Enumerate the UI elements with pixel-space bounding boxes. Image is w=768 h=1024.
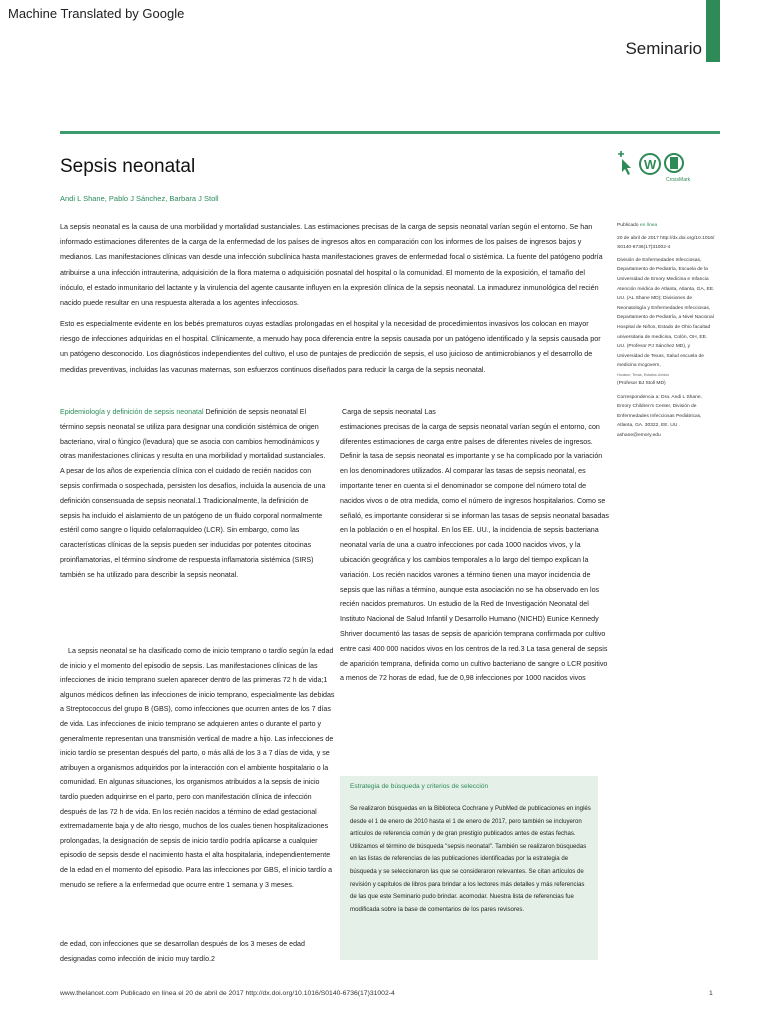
article-sidebar <box>617 221 717 440</box>
affiliation-stoll: (Profesor BJ Stoll MD) <box>617 380 666 386</box>
cursor-plus-icon <box>618 151 631 175</box>
footer-citation[interactable]: www.thelancet.com Publicado en línea el 20 de abril de 2017 http://dx.doi.org/10.1016/S0140-6736(17)31002-4 <box>60 990 395 997</box>
article-title: Sepsis neonatal <box>60 156 196 177</box>
page-number: 1 <box>709 990 713 997</box>
burden-paragraph: estimaciones precisas de la carga de sepsis neonatal varían según el entorno, con diferentes estimaciones de carga entre países de diferentes niveles de ingresos. Definir la tasa de sepsis neonatal es importante y se ha complicado por la variación en los denominadores utilizados. Al comparar las tasas de sepsis neonatal, es importante tener en cuenta si el denominador se compone del número total de nacidos vivos o de otra medida, como el número de ingresos hospitalarios. Como se señaló, es importante considerar si se informan las tasas de sepsis neonatal basadas en la población o en el hospital. En los EE. UU., la incidencia de sepsis bacteriana neonatal varía de una a cuatro infecciones por cada 1000 nacidos vivos, y la ubicación geográfica y los cambios temporales a lo largo del tiempo explican la variación. Los recién nacidos varones a término tienen una mayor incidencia de sepsis que las niñas a término, aunque esta asociación no se ha observado en los recién nacidos prematuros. Un estudio de la Red de Investigación Neonatal del Instituto Nacional de Salud Infantil y Desarrollo Humano (NICHD) Eunice Kennedy Shriver documentó las tasas de sepsis de aparición temprana confirmada por cultivo entre casi 400 000 nacidos vivos en los centros de la red.3 La tasa general de sepsis de aparición temprana, definida como un cultivo bacteriano de sangre o LCR positivo a menos de 72 horas de edad, fue de 0,98 infecciones por 1000 nacidos vivos <box>340 422 609 683</box>
affiliations: División de Enfermedades Infecciosas, Departamento de Pediatría, Escuela de la Universidad de Emory Medicina e Infancia Atención médica de Atlanta, Atlanta, GA, EE. UU. (AL Shane MD); Divisiones de Neonatología y Enfermedades Infecciosas, Departamento de Pediatría, a Nivel Nacional Hospital de Niños, Estado de Ohio facultad universitaria de medicina, Colón, OH, EE. UU. (Profesor PJ Sánchez MD), y Universidad de Texas, Salud escuela de medicina mcgovern, <box>617 257 715 369</box>
correspondence: Correspondencia a: Dra. Andi L Shane, Emory Children's Center, División de Enfermedades Infecciosas Pediátricas, Atlanta, GA. 30322, EE. UU . ashane@emory.edu <box>617 394 702 438</box>
search-strategy-title: Estrategia de búsqueda y criterios de selección <box>350 783 489 790</box>
left-column-section-1 <box>60 405 330 583</box>
right-column-section <box>340 405 612 686</box>
epidemiology-heading: Epidemiología y definición de sepsis neonatal <box>60 408 204 416</box>
svg-text:W: W <box>644 157 657 172</box>
w-logo-icon <box>640 154 660 174</box>
abstract-paragraph-1: La sepsis neonatal es la causa de una morbilidad y mortalidad sustanciales. Las estimaciones precisas de la carga de sepsis neonatal varían según el entorno. Se han informado estimaciones diferentes de la carga de la enfermedad de los países de ingresos altos en comparación con los informes de los países de ingresos bajos y medianos. Las manifestaciones clínicas van desde una infección subclínica hasta manifestaciones graves de enfermedad focal o sistémica. La fuente del patógeno podría atribuirse a una infección intrauterina, adquisición de la flora materna o adquisición posnatal del hospital o la comunidad. El momento de la exposición, el tamaño del inóculo, el estado inmunitario del lactante y la virulencia del agente causante influyen en la expresión clínica de la sepsis neonatal. La inmadurez inmunológica del recién nacido puede resultar en una respuesta alterada a los agentes infecciosos. <box>60 222 603 308</box>
section-color-bar <box>706 0 720 62</box>
published-online-link[interactable]: en línea <box>639 223 658 228</box>
burden-heading: Carga de sepsis neonatal Las <box>342 408 436 416</box>
search-strategy-body: Se realizaron búsquedas en la Biblioteca Cochrane y PubMed de publicaciones en inglés desde el 1 de enero de 2010 hasta el 1 de enero de 2017, pero también se incluyeron artículos de referencia común y de gran prestigio publicados antes de estas fechas. Utilizamos el término de búsqueda "sepsis neonatal". También se realizaron búsquedas en las listas de referencias de las publicaciones identificadas por la estrategia de búsqueda y se seleccionaron las que se consideraron relevantes. Se citan artículos de revisión y capítulos de libros para brindar a los lectores más detalles y más referencias de las que este Seminario pudo brindar. acomodar. Nuestra lista de referencias fue modificada sobre la base de comentarios de los pares revisores. <box>350 805 591 913</box>
publisher-logos[interactable] <box>614 150 694 190</box>
machine-translated-label: Machine Translated by Google <box>8 6 185 21</box>
section-label: Seminario <box>625 39 702 58</box>
publication-date-doi[interactable]: 20 de abril de 2017 http://dx.doi.org/10.1016/ S0140-6736(17)31002-4 <box>617 235 715 251</box>
crossmark-label: CrossMark <box>666 177 691 183</box>
definition-paragraph: Definición de sepsis neonatal El término sepsis neonatal se utiliza para designar una condición sistémica de origen bacteriano, viral o fúngico (levadura) que se asocia con cambios hemodinámicos y otras manifestaciones clínicas y resulta en una morbilidad y mortalidad sustanciales. A pesar de los años de experiencia clínica con el cuidado de recién nacidos con sepsis confirmada o sospechada, persisten los desafíos, incluida la ausencia de una definición consensuada de sepsis neonatal.1 Tradicionalmente, la definición de sepsis ha incluido el aislamiento de un patógeno de un fluido corporal normalmente estéril como sangre o líquido cefalorraquídeo (LCR). Sin embargo, como las características clínicas de la sepsis pueden ser inducidas por potentes citocinas proinflamatorias, el término síndrome de respuesta inflamatoria sistémica (SIRS) también se ha utilizado para describir la sepsis neonatal. <box>60 408 326 579</box>
onset-paragraph: La sepsis neonatal se ha clasificado como de inicio temprano o tardío según la edad de inicio y el momento del episodio de sepsis. Las manifestaciones clínicas de las infecciones de inicio temprano suelen aparecer dentro de las primeras 72 h de vida;1 algunos médicos definen las infecciones de inicio temprano, especialmente las debidas a Streptococcus del grupo B (GBS), como infecciones que ocurren antes de los 7 días de vida. Las infecciones de inicio temprano se adquieren antes o durante el parto y generalmente representan una transmisión vertical de madre a hijo. Las infecciones de inicio tardío se presentan después del parto, o más allá de los 3 a 7 días de vida, y se atribuyen a organismos adquiridos por la interacción con el ambiente hospitalario o la comunidad. En algunas situaciones, los organismos atribuidos a la sepsis de inicio tardío pueden adquirirse en el parto, pero con manifestación clínica de infección después de las 72 h de vida. En los recién nacidos a término de edad gestacional extremadamente baja y de alto riesgo, muchos de los cuales tienen hospitalizaciones prolongadas, la designación de sepsis de inicio tardío podría aplicarse a cualquier episodio de sepsis desde el nacimiento hasta el alta hospitalaria, independientemente de la edad en el momento del episodio. Para las infecciones por GBS, el inicio tardío a menudo se refiere a la enfermedad que ocurre entre 1 semana y 3 meses. <box>60 647 335 889</box>
published-label: Publicado <box>617 223 639 228</box>
crossmark-icon <box>665 154 691 183</box>
header-rule <box>60 131 720 134</box>
abstract-paragraph-2: Esto es especialmente evidente en los bebés prematuros cuyas estadías prolongadas en el hospital y la necesidad de procedimientos invasivos los colocan en mayor riesgo de infecciones adquiridas en el hospital. Clínicamente, a menudo hay poca diferencia entre la sepsis causada por un patógeno identificado y la sepsis causada por un patógeno desconocido. Los diagnósticos independientes del cultivo, el uso de puntajes de predicción de sepsis, el uso juicioso de antimicrobianos y el desarrollo de medidas preventivas, incluidas las vacunas maternas, son esfuerzos continuos diseñados para reducir la carga de la sepsis neonatal. <box>60 319 601 374</box>
late-onset-paragraph: de edad, con infecciones que se desarrollan después de los 3 meses de edad designadas como infección de inicio muy tardío.2 <box>60 940 305 963</box>
article-authors[interactable]: Andi L Shane, Pablo J Sánchez, Barbara J Stoll <box>60 194 219 203</box>
affiliation-location: Houston, Texas, Estados Unidos <box>617 372 669 377</box>
